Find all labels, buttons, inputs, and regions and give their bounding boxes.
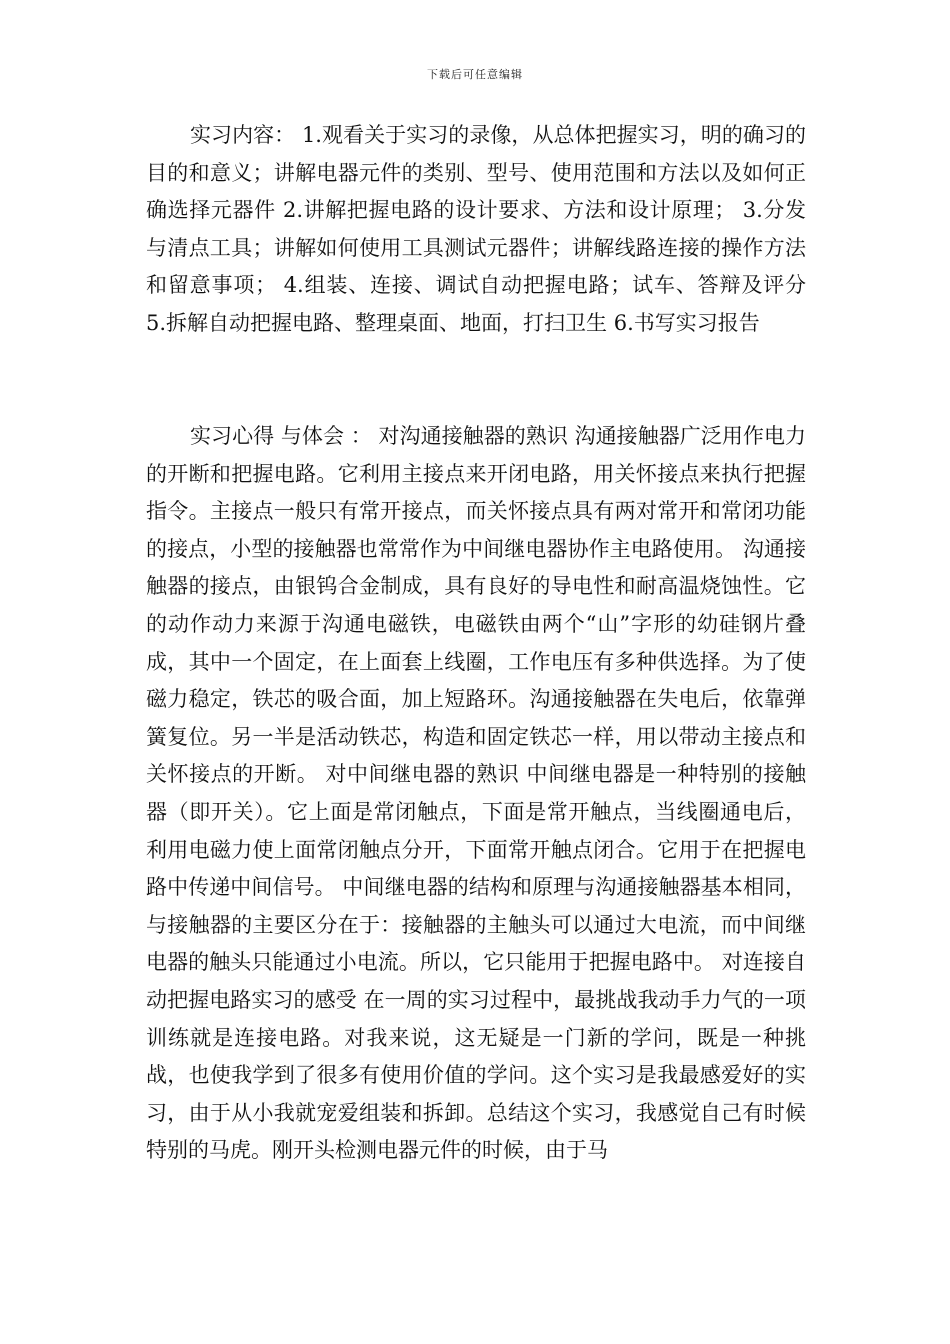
paragraph-internship-reflection: 实习心得 与体会 ： 对沟通接触器的熟识 沟通接触器广泛用作电力的开断和把握电路。它利用主接点来开闭电路，用关怀接点来执行把握指令。主接点一般只有常开接点，而关怀接点具有两对常开和常闭功能的接点，小型的接触器也常常作为中间继电器协作主电路使用。 沟通接触器的接点，由银钨合金制成，具有良好的导电性和耐高温烧蚀性。它的动作动力来源于沟通电磁铁，电磁铁由两个“山”字形的幼硅钢片叠成，其中一个固定，在上面套上线圈，工作电压有多种供选择。为了使磁力稳定，铁芯的吸合面，加上短路环。沟通接触器在失电后，依靠弹簧复位。另一半是活动铁芯，构造和固定铁芯一样，用以带动主接点和关怀接点的开断。 对中间继电器的熟识 中间继电器是一种特别的接触器（即开关）。它上面是常闭触点，下面是常开触点，当线圈通电后，利用电磁力使上面常闭触点分开，下面常开触点闭合。它用于在把握电路中传递中间信号。 中间继电器的结构和原理与沟通接触器基本相同，与接触器的主要区分在于：接触器的主触头可以通过大电流，而中间继电器的触头只能通过小电流。所以，它只能用于把握电路中。 对连接自动把握电路实习的感受 在一周的实习过程中，最挑战我动手力气的一项训练就是连接电路。对我来说，这无疑是一门新的学问，既是一种挑战，也使我学到了很多有使用价值的学问。这个实习是我最感爱好的实习，由于从小我就宠爱组装和拆卸。总结这个实习，我感觉自己有时候特别的马虎。刚开头检测电器元件的时候，由于马 — [146, 424, 806, 1163]
page-header: 下载后可任意编辑 — [427, 68, 523, 81]
paragraph-internship-content: 实习内容： 1.观看关于实习的录像，从总体把握实习，明的确习的目的和意义；讲解电器元件的类别、型号、使用范围和方法以及如何正确选择元器件 2.讲解把握电路的设计要求、方法和设计原理； 3.分发与清点工具；讲解如何使用工具测试元器件；讲解线路连接的操作方法和留意事项； 4.组装、连接、调试自动把握电路；试车、答辩及评分 5.拆解自动把握电路、整理桌面、地面，打扫卫生 6.书写实习报告 — [146, 123, 806, 335]
